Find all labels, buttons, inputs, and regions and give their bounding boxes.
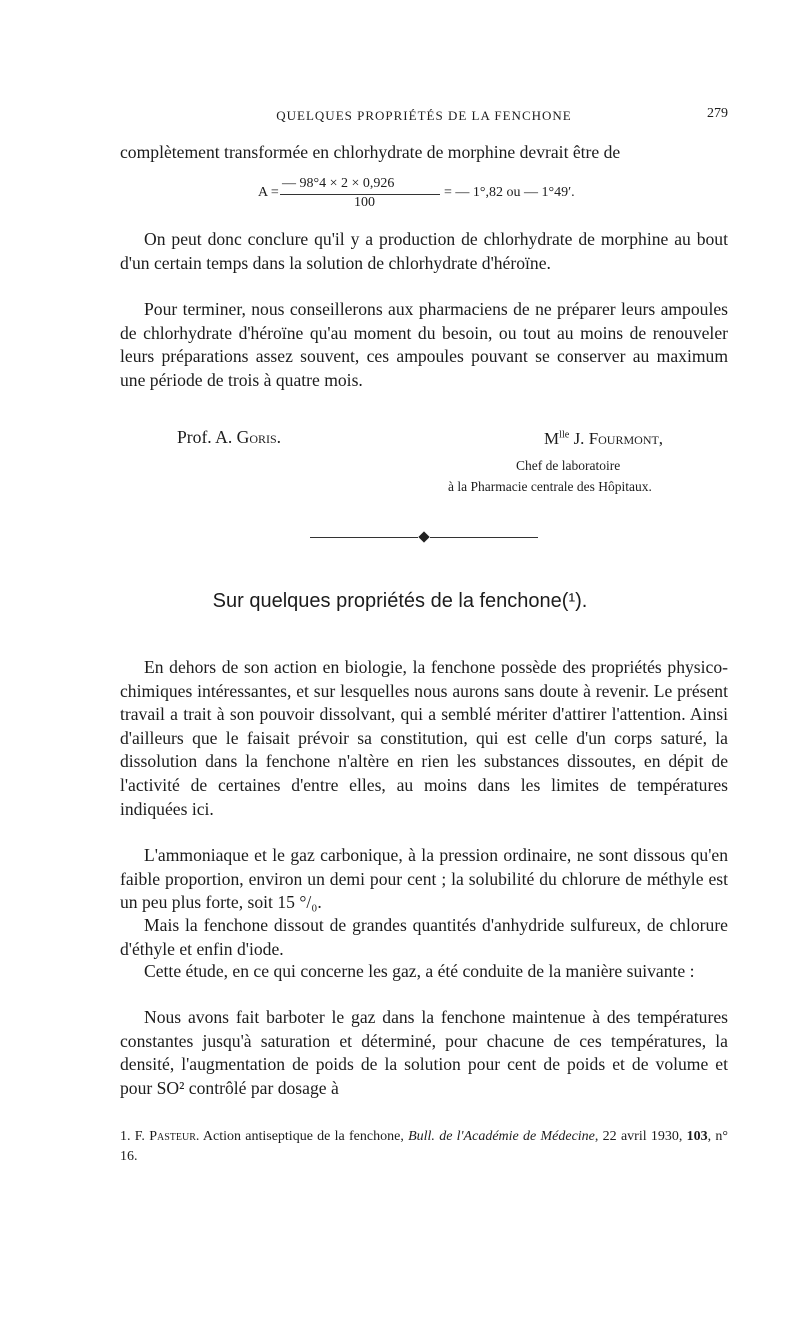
footnote-text: Action antiseptique de la fenchone, [199, 1129, 409, 1144]
signature-goris [177, 427, 281, 448]
body-paragraph-3: Mais la fenchone dissout de grandes quantités d'anhydride sulfureux, de chlorure d'éthyle et enfin d'iode. [120, 915, 728, 959]
signature-fourmont-name: Fourmont, [588, 429, 664, 448]
conclusion-paragraph: On peut donc conclure qu'il y a production de chlorhydrate de morphine au bout d'un certain temps dans la solution de chlorhydrate d'héroïne. [120, 229, 728, 273]
section-divider [310, 531, 538, 543]
footnote-issue: , n° 16. [120, 1129, 728, 1164]
signature-place: à la Pharmacie centrale des Hôpitaux. [448, 479, 652, 494]
body-paragraph-4: Cette étude, en ce qui concerne les gaz, a été conduite de la manière suivante : [144, 961, 695, 981]
body-paragraph-1: En dehors de son action en biologie, la fenchone possède des propriétés physico-chimiques intéressantes, et sur lesquelles nous aurons sans doute à revenir. Le présent travail a trait à son pouvoir dissolvant, qui a semblé mériter d'attirer l'attention. Ainsi d'ailleurs que le faisait prévoir sa constitution, qui est celle d'un corps saturé, la dissolution dans la fenchone n'altère en rien les substances dissoutes, en dépit de l'activité de certaines d'entre elles, au moins dans les limites de températures indiquées ici. [120, 657, 728, 819]
signature-goris-name: Goris. [236, 427, 282, 447]
signature-goris-prefix: Prof. A. [177, 427, 237, 447]
signature-role: Chef de laboratoire [516, 458, 621, 473]
formula-numerator: — 98°4 × 2 × 0,926 [282, 176, 395, 191]
divider-line-left [310, 537, 418, 538]
formula-lhs: A = [258, 185, 279, 200]
page-number: 279 [707, 106, 728, 121]
section-title [160, 590, 640, 613]
running-header [120, 106, 728, 128]
continuation-line: complètement transformée en chlorhydrate de morphine devrait être de [120, 142, 621, 162]
formula-rhs: = — 1°,82 ou — 1°49′. [444, 185, 575, 200]
footnote-journal: Bull. de l'Académie de Médecine [408, 1129, 595, 1144]
section-footnote-marker: (¹). [561, 590, 588, 612]
footnote [120, 1127, 728, 1167]
signature-initial: J. [569, 429, 589, 448]
footnote-volume: 103 [686, 1129, 708, 1144]
running-title: QUELQUES PROPRIÉTÉS DE LA FENCHONE [276, 108, 572, 123]
closing-paragraph: Pour terminer, nous conseillerons aux pharmaciens de ne préparer leurs ampoules de chlorhydrate d'héroïne qu'au moment du besoin, ou tout au moins de renouveler leurs préparations assez souvent, ces ampoules pouvant se conserver au maximum une période de trois à quatre mois. [120, 299, 728, 390]
body-paragraph-5: Nous avons fait barboter le gaz dans la fenchone maintenue à des températures constantes jusqu'à saturation et déterminé, pour chacune de ces températures, la densité, l'augmentation de poids de la solution pour cent de poids et de volume et pour SO² contrôlé par dosage à [120, 1007, 728, 1098]
signature-fourmont [544, 429, 663, 449]
footnote-author: Pasteur. [149, 1129, 200, 1144]
signature-honorific-sup: lle [559, 429, 570, 441]
footnote-citation: , 22 avril 1930, [594, 1129, 687, 1144]
section-title-text: Sur quelques propriétés de la fenchone [212, 590, 562, 612]
body-paragraph-2: L'ammoniaque et le gaz carbonique, à la pression ordinaire, ne sont dissous qu'en faible proportion, environ un demi pour cent ; la solubilité du chlorure de méthyle est un peu plus forte, soit 15 °/₀. [120, 845, 728, 913]
footnote-number: 1. F. [120, 1129, 150, 1144]
formula-denominator: 100 [354, 195, 375, 210]
signature-honorific: M [544, 429, 560, 448]
formula [258, 176, 618, 212]
divider-line-right [430, 537, 538, 538]
divider-diamond-icon [418, 531, 429, 542]
